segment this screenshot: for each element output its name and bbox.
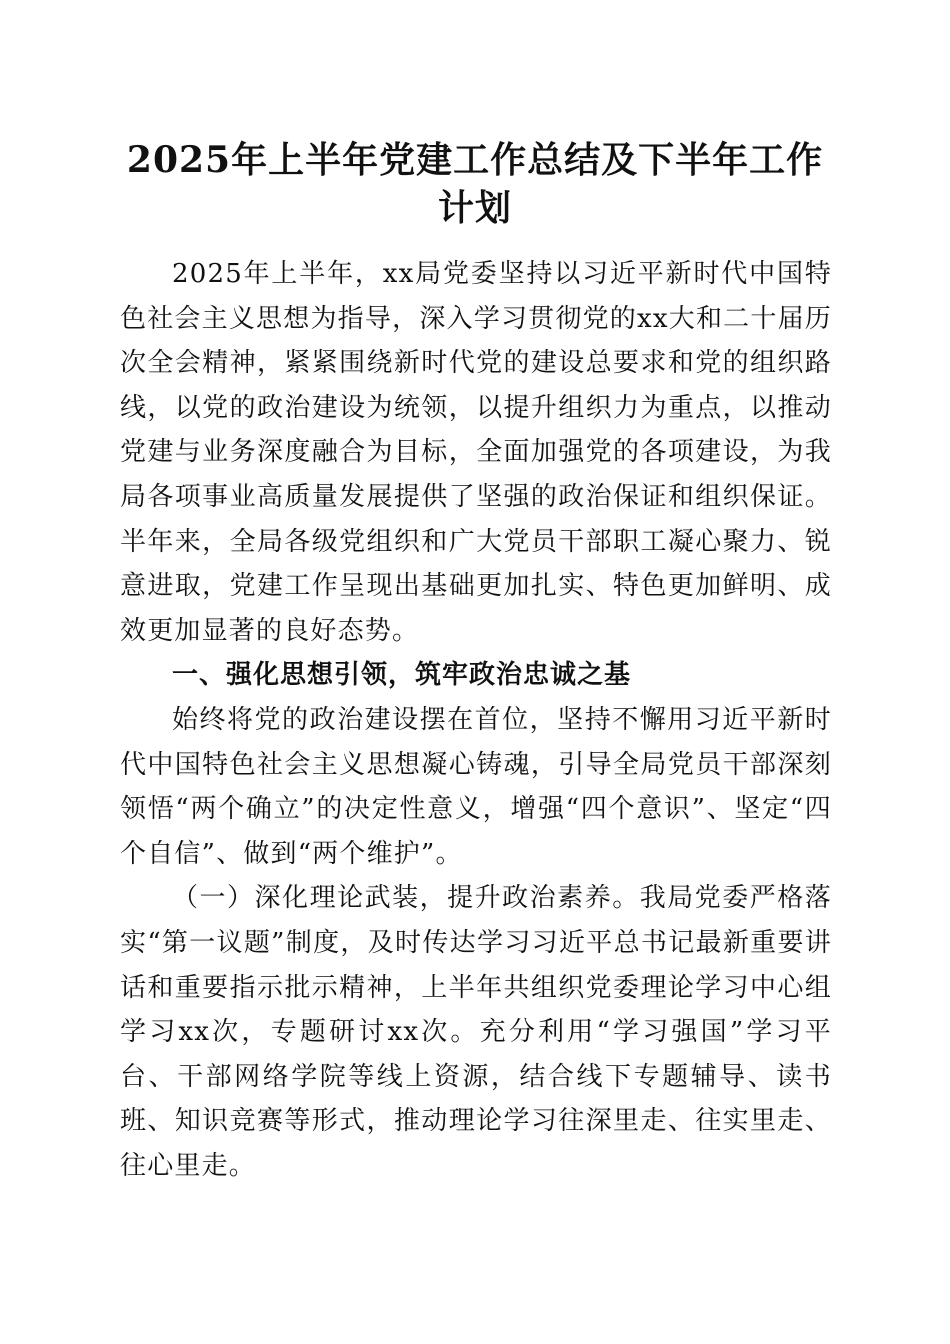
subsection-1-paragraph: （一）深化理论武装，提升政治素养。我局党委严格落实“第一议题”制度，及时传达学习习近平总书记最新重要讲话和重要指示批示精神，上半年共组织党委理论学习中心组学习xx次，专题研讨xx次。充分利用“学习强国”学习平台、干部网络学院等线上资源，结合线下专题辅导、读书班、知识竞赛等形式，推动理论学习往深里走、往实里走、往心里走。 bbox=[120, 883, 832, 1181]
intro-paragraph: 2025年上半年，xx局党委坚持以习近平新时代中国特色社会主义思想为指导，深入学习贯彻党的xx大和二十届历次全会精神，紧紧围绕新时代党的建设总要求和党的组织路线，以党的政治建设为统领，以提升组织力为重点，以推动党建与业务深度融合为目标，全面加强党的各项建设，为我局各项事业高质量发展提供了坚强的政治保证和组织保证。半年来，全局各级党组织和广大党员干部职工凝心聚力、锐意进取，党建工作呈现出基础更加扎实、特色更加鲜明、成效更加显著的良好态势。 bbox=[120, 259, 832, 646]
section-1-paragraph: 始终将党的政治建设摆在首位，坚持不懈用习近平新时代中国特色社会主义思想凝心铸魂，引导全局党员干部深刻领悟“两个确立”的决定性意义，增强“四个意识”、坚定“四个自信”、做到“两个维护”。 bbox=[120, 704, 832, 869]
section-heading-1: 一、强化思想引领，筑牢政治忠诚之基 bbox=[172, 660, 632, 691]
document-title: 2025年上半年党建工作总结及下半年工作计划 bbox=[126, 139, 824, 229]
document-body bbox=[120, 252, 832, 1188]
